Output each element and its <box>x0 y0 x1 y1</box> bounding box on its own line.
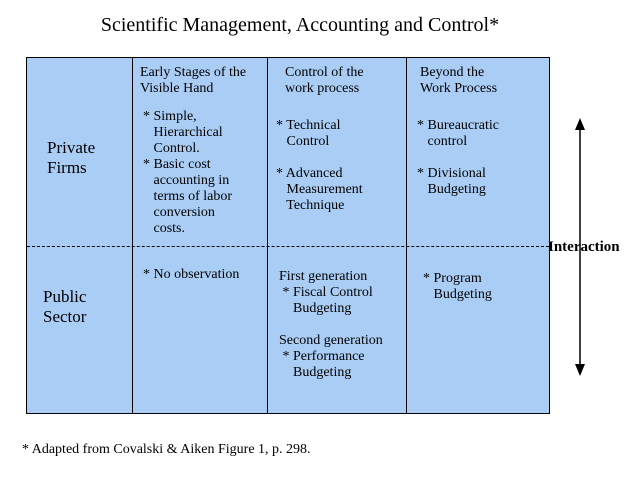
column-divider-3 <box>406 58 407 413</box>
cell-public-early-stages: * No observation <box>143 267 240 282</box>
column-header-control-work-process: Control of the work process <box>285 65 364 96</box>
row-label-public-sector: Public Sector <box>43 287 87 326</box>
cell-private-control-work-process: * Technical Control * Advanced Measurement Technique <box>276 118 363 213</box>
column-header-beyond-work-process: Beyond the Work Process <box>420 65 498 96</box>
footnote: * Adapted from Covalski & Aiken Figure 1, p. 298. <box>22 442 311 457</box>
cell-private-early-stages: * Simple, Hierarchical Control. * Basic cost accounting in terms of labor conversion costs. <box>143 109 233 236</box>
sector-divider <box>27 246 549 247</box>
interaction-label: Interaction <box>548 239 620 255</box>
matrix-panel <box>26 57 550 414</box>
cell-public-control-work-process: First generation * Fiscal Control Budgeting Second generation * Performance Budgeting <box>279 269 383 380</box>
column-divider-2 <box>267 58 268 413</box>
column-header-early-stages: Early Stages of the Visible Hand <box>140 65 247 96</box>
row-label-private-firms: Private Firms <box>47 138 96 177</box>
column-divider-1 <box>132 58 133 413</box>
diagram-title: Scientific Management, Accounting and Control* <box>100 14 500 36</box>
cell-public-beyond-work-process: * Program Budgeting <box>423 271 492 302</box>
cell-private-beyond-work-process: * Bureaucratic control * Divisional Budgeting <box>417 118 500 197</box>
